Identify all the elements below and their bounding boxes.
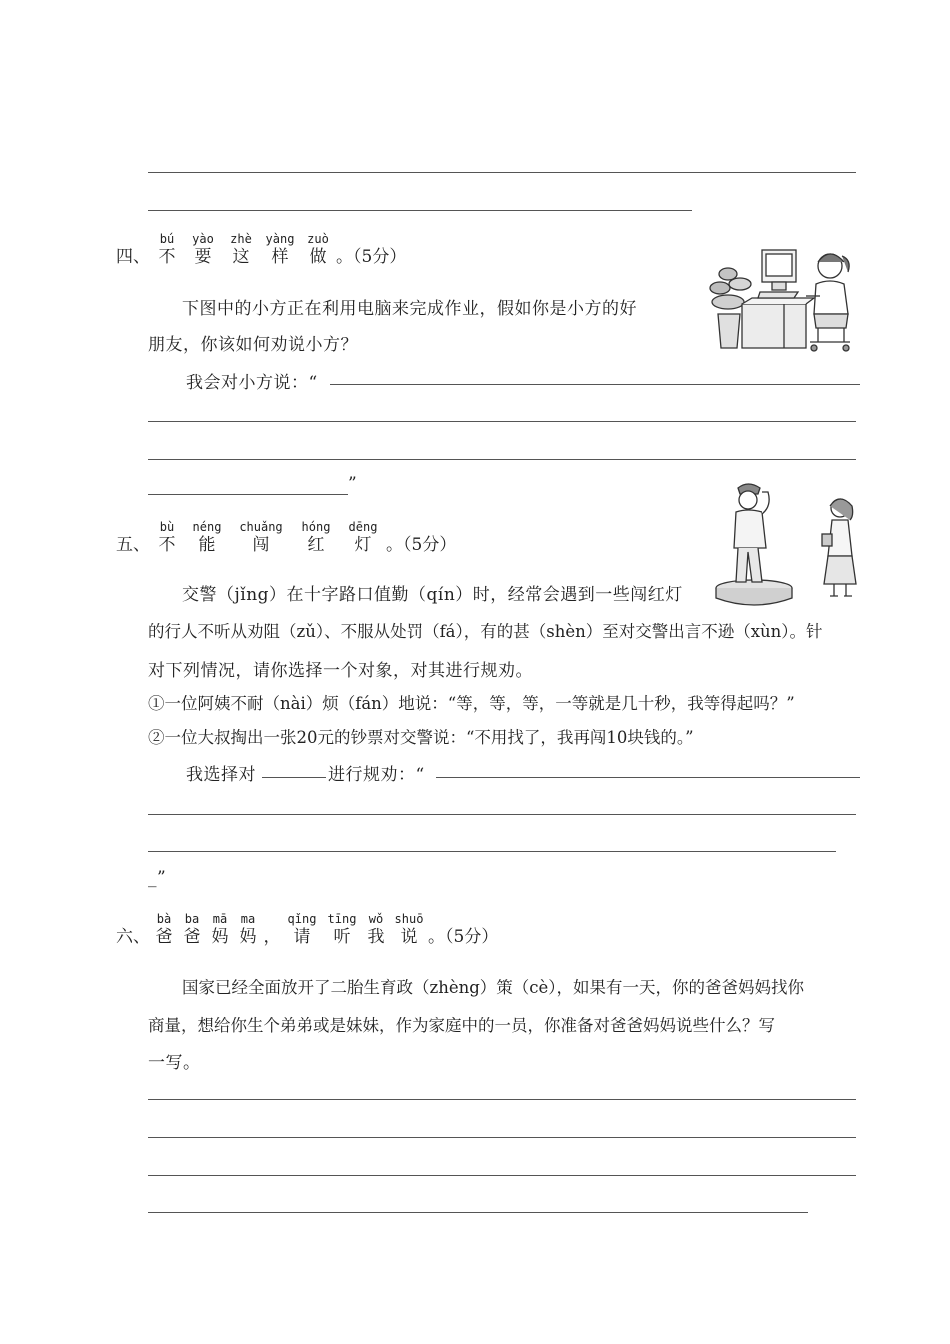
answer-line	[148, 1137, 856, 1138]
answer-line	[148, 1212, 808, 1213]
pinyin: ma	[240, 912, 256, 926]
pinyin: yào	[192, 232, 214, 246]
answer-line	[148, 172, 856, 173]
hanzi: 不	[158, 535, 176, 555]
answer-line	[148, 459, 856, 460]
hanzi: 听	[333, 927, 351, 947]
hanzi: 样	[271, 247, 289, 267]
pinyin: yàng	[265, 232, 295, 246]
hanzi: 要	[194, 247, 212, 267]
section4-prompt: 我会对小方说：“	[186, 373, 318, 393]
section5-paragraph-line1: 交警（jǐng）在十字路口值勤（qín）时，经常会遇到一些闯红灯	[182, 585, 683, 605]
pinyin: bà	[156, 912, 172, 926]
section5-heading	[116, 520, 456, 556]
section6-paragraph-line2: 商量，想给你生个弟弟或是妹妹，作为家庭中的一员，你准备对爸爸妈妈说些什么？写	[148, 1016, 775, 1035]
answer-line	[148, 210, 692, 211]
pinyin: chuǎng	[239, 520, 283, 534]
answer-line	[148, 851, 836, 852]
section5-score: 。（5分）	[386, 535, 457, 555]
pinyin: wǒ	[368, 912, 384, 926]
answer-line	[436, 777, 860, 778]
section4-paragraph-line1: 下图中的小方正在利用电脑来完成作业，假如你是小方的好	[182, 299, 637, 319]
section4-prefix: 四、	[116, 247, 150, 267]
pinyin: zuò	[307, 232, 329, 246]
section5-item1: ①一位阿姨不耐（nài）烦（fán）地说：“等，等，等，一等就是几十秒，我等得起吗？”	[148, 694, 795, 713]
hanzi: 说	[400, 927, 418, 947]
hanzi: 灯	[354, 535, 372, 555]
section5-paragraph-line2: 的行人不听从劝阻（zǔ）、不服从处罚（fá），有的甚（shèn）至对交警出言不逊（xùn）。针	[148, 622, 823, 641]
section5-paragraph-line3: 对下列情况，请你选择一个对象，对其进行规劝。	[148, 661, 533, 681]
hanzi: ，	[263, 927, 281, 947]
hanzi: 做	[309, 247, 327, 267]
hanzi: 闯	[252, 535, 270, 555]
section6-paragraph-line1: 国家已经全面放开了二胎生育政（zhèng）策（cè），如果有一天，你的爸爸妈妈找你	[182, 978, 805, 997]
pinyin: bú	[159, 232, 175, 246]
pinyin: dēng	[348, 520, 378, 534]
hanzi: 妈	[211, 927, 229, 947]
section4-score: 。（5分）	[336, 247, 407, 267]
pinyin: ba	[184, 912, 200, 926]
section6-prefix: 六、	[116, 927, 150, 947]
section4-heading	[116, 232, 406, 268]
traffic-police-illustration	[712, 478, 796, 608]
hanzi: 爸	[155, 927, 173, 947]
pinyin	[262, 912, 282, 926]
section5-prefix: 五、	[116, 535, 150, 555]
section6-score: 。（5分）	[428, 927, 499, 947]
hanzi: 我	[367, 927, 385, 947]
object-blank	[262, 777, 326, 778]
pinyin: bù	[159, 520, 175, 534]
section5-prompt-b: 进行规劝：“	[328, 765, 425, 785]
pinyin: shuō	[394, 912, 424, 926]
pinyin: néng	[192, 520, 222, 534]
answer-line	[148, 421, 856, 422]
hanzi: 这	[232, 247, 250, 267]
section5-prompt-a: 我选择对	[186, 765, 256, 785]
section6-heading	[116, 912, 498, 948]
hanzi: 能	[198, 535, 216, 555]
answer-line	[330, 384, 860, 385]
section6-paragraph-line3: 一写。	[148, 1053, 201, 1073]
section4-close-quote: ”	[348, 474, 358, 494]
answer-line	[148, 814, 856, 815]
section4-paragraph-line2: 朋友，你该如何劝说小方？	[148, 335, 358, 355]
pinyin: hóng	[301, 520, 331, 534]
pinyin: zhè	[230, 232, 252, 246]
pinyin: mā	[212, 912, 228, 926]
pinyin: qǐng	[287, 912, 317, 926]
answer-line	[148, 494, 348, 495]
hanzi: 请	[293, 927, 311, 947]
hanzi: 不	[158, 247, 176, 267]
hanzi: 爸	[183, 927, 201, 947]
answer-line	[148, 1175, 856, 1176]
hanzi: 妈	[239, 927, 257, 947]
answer-line	[148, 1099, 856, 1100]
section5-item2: ②一位大叔掏出一张20元的钞票对交警说：“不用找了，我再闯10块钱的。”	[148, 728, 694, 747]
girl-pedestrian-illustration	[816, 494, 864, 602]
section5-close-quote: _”	[148, 868, 167, 888]
hanzi: 红	[307, 535, 325, 555]
pinyin: tīng	[327, 912, 357, 926]
computer-girl-illustration	[706, 244, 866, 356]
